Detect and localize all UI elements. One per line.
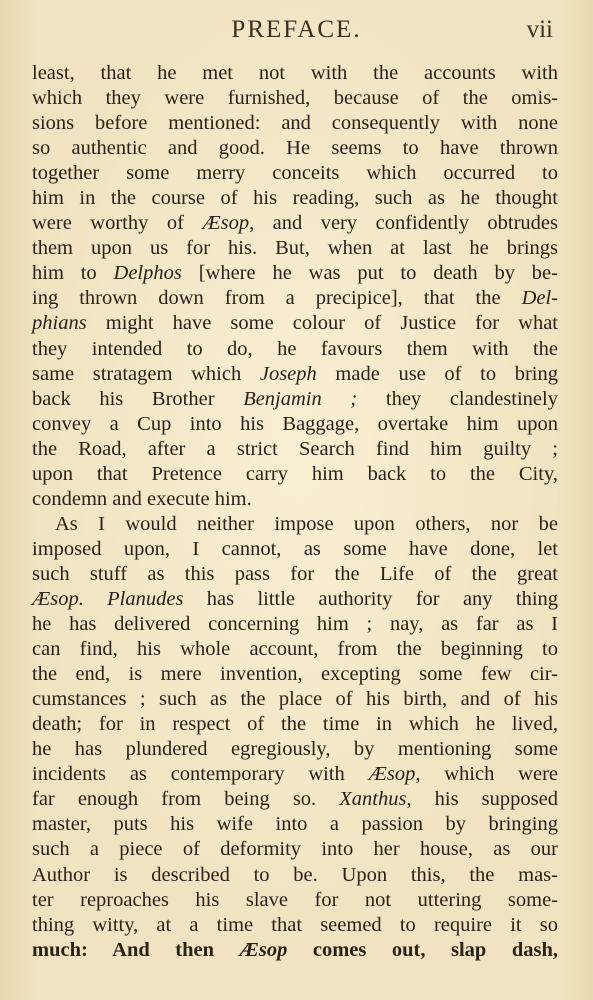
text-line (32, 311, 558, 336)
text-segment: cumstances ; such as the place of his birth, and of his (32, 688, 558, 711)
text-line (32, 888, 558, 913)
text-segment: together some merry conceits which occurred to (32, 162, 558, 185)
text-segment: they clandestinely (357, 387, 558, 410)
italic-text-segment: Æsop (239, 938, 288, 961)
text-line (32, 437, 558, 462)
italic-text-segment: Æsop. Planudes (32, 587, 184, 610)
text-line (32, 337, 558, 362)
text-line (32, 136, 558, 161)
body-text (32, 61, 558, 963)
text-segment: imposed upon, I cannot, as some have done, let (32, 537, 558, 560)
text-segment: incidents as contemporary with (32, 763, 369, 786)
text-line (32, 186, 558, 211)
italic-text-segment: Æsop (202, 212, 250, 235)
text-segment: least, that he met not with the accounts with (32, 62, 558, 84)
text-line (32, 161, 558, 186)
text-line (32, 211, 558, 236)
text-line (32, 111, 558, 136)
text-line (32, 938, 558, 963)
text-line (32, 587, 558, 612)
text-segment: so authentic and good. He seems to have thrown (32, 137, 558, 160)
text-segment: upon that Pretence carry him back to the City, (32, 462, 558, 485)
text-segment: As I would neither impose upon others, nor be (55, 512, 558, 535)
text-segment: , his supposed (406, 788, 558, 811)
text-segment: Author is described to be. Upon this, the mas- (32, 863, 558, 886)
text-segment: which they were furnished, because of the omis- (32, 87, 558, 110)
text-segment: might have some colour of Justice for what (86, 312, 558, 335)
text-segment: ing thrown down from a precipice], that the (32, 287, 522, 310)
text-line (32, 812, 558, 837)
italic-text-segment: Æsop (368, 763, 416, 786)
text-line (32, 236, 558, 261)
text-segment: they intended to do, he favours them with the (32, 337, 558, 360)
text-segment: sions before mentioned: and consequently with none (32, 112, 558, 135)
italic-text-segment: Del- (521, 287, 558, 310)
text-line (32, 286, 558, 311)
text-segment: him to (32, 262, 114, 285)
text-segment: ter reproaches his slave for not uttering some- (32, 888, 558, 911)
text-line (32, 913, 558, 938)
text-segment: he has plundered egregiously, by mentioning some (32, 738, 558, 761)
text-segment: were worthy of (32, 212, 203, 235)
text-segment: back his Brother (32, 387, 244, 410)
text-line (32, 737, 558, 762)
italic-text-segment: phians (32, 312, 87, 335)
text-line (32, 412, 558, 437)
text-segment: thing witty, at a time that seemed to require it so (32, 913, 558, 936)
text-line (32, 837, 558, 862)
text-segment: , and very confidently obtrudes (249, 212, 559, 235)
text-line (32, 387, 558, 412)
text-segment: such stuff as this pass for the Life of the great (32, 562, 558, 585)
text-segment: , which were (415, 763, 558, 786)
text-line (32, 512, 558, 537)
text-segment: the end, is mere invention, excepting some few cir- (32, 663, 558, 686)
text-segment: made use of to bring (316, 362, 558, 385)
text-line (32, 612, 558, 637)
text-segment: the Road, after a strict Search find him guilty ; (32, 437, 558, 460)
text-line (32, 86, 558, 111)
text-line (32, 687, 558, 712)
text-segment: master, puts his wife into a passion by bringing (32, 813, 558, 836)
italic-text-segment: Benjamin ; (243, 387, 358, 410)
italic-text-segment: Joseph (259, 362, 317, 385)
text-segment: far enough from being so. (32, 788, 340, 811)
text-line (32, 762, 558, 787)
text-segment: convey a Cup into his Baggage, overtake him upon (32, 412, 558, 435)
text-line (32, 462, 558, 487)
italic-text-segment: Delphos (113, 262, 182, 285)
italic-text-segment: Xanthus (339, 788, 407, 811)
running-head (0, 10, 593, 50)
text-segment: can find, his whole account, from the beginning to (32, 638, 558, 661)
text-segment: same stratagem which (32, 362, 260, 385)
page-number: vii (526, 16, 553, 43)
text-segment: them upon us for his. But, when at last he brings (32, 237, 558, 260)
text-segment: much: And then (32, 938, 240, 961)
text-segment: such a piece of deformity into her house, as our (32, 838, 558, 861)
text-segment: him in the course of his reading, such as he thought (32, 187, 558, 210)
text-line (32, 637, 558, 662)
running-title: PREFACE. (231, 16, 362, 43)
text-segment: he has delivered concerning him ; nay, as far as I (32, 613, 558, 636)
text-segment: comes out, slap dash, (287, 938, 558, 961)
text-line (32, 863, 558, 888)
text-line (32, 61, 558, 86)
text-line (32, 537, 558, 562)
text-segment: condemn and execute him. (32, 487, 252, 510)
text-line (32, 662, 558, 687)
text-segment: has little authority for any thing (183, 587, 559, 610)
text-segment: [where he was put to death by be- (181, 262, 558, 285)
text-line (32, 362, 558, 387)
text-line (32, 487, 558, 512)
text-line (32, 787, 558, 812)
text-line (32, 712, 558, 737)
text-line (32, 261, 558, 286)
text-line (32, 562, 558, 587)
text-segment: death; for in respect of the time in which he lived, (32, 713, 558, 736)
